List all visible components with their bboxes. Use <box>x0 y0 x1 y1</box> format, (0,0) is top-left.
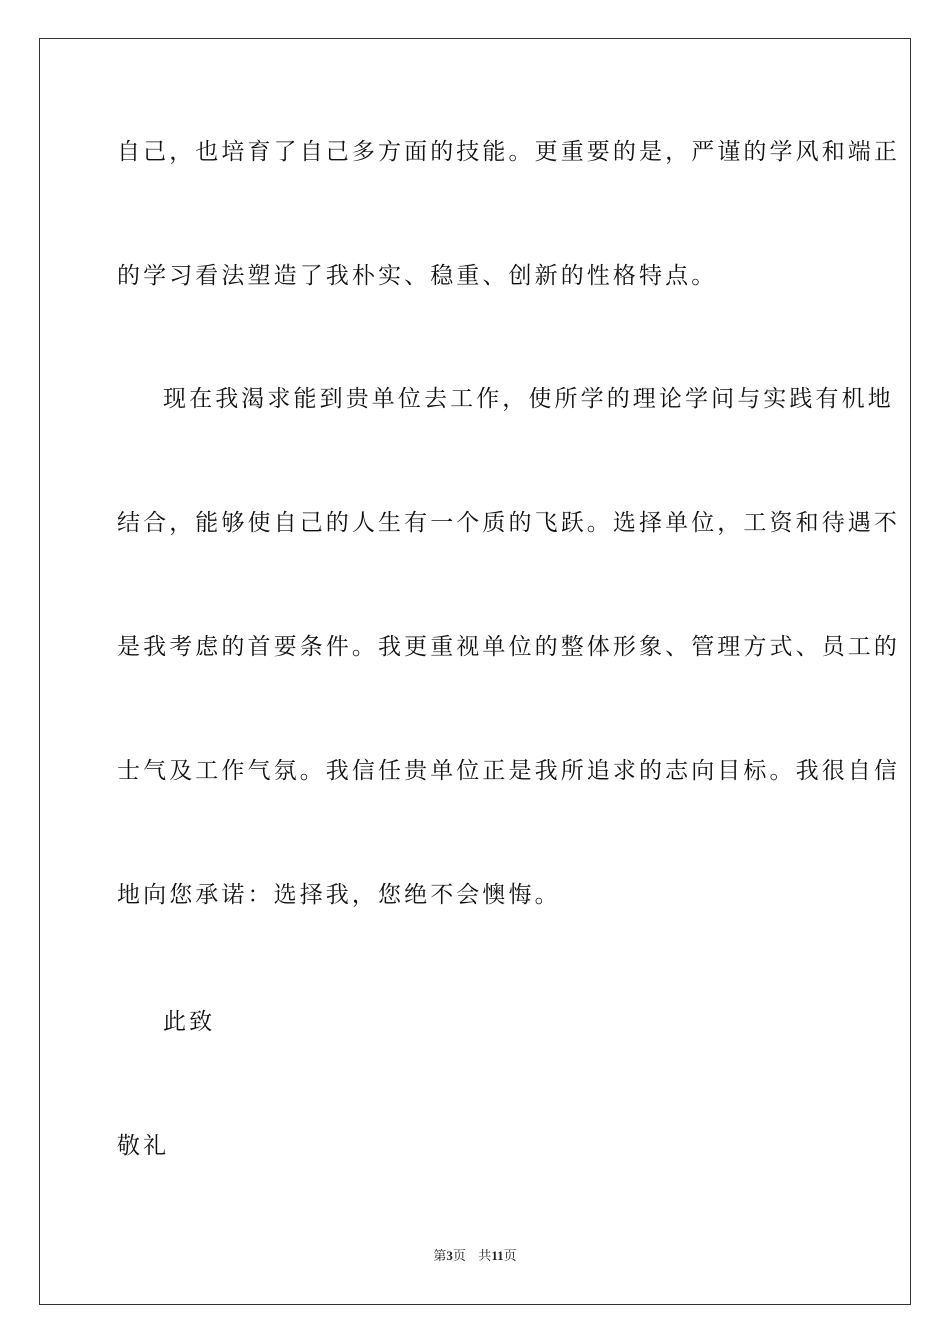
page-footer <box>0 1247 950 1266</box>
body-line-4: 结合，能够使自己的人生有一个质的飞跃。选择单位，工资和待遇不 <box>117 510 900 536</box>
body-line-3: 现在我渴求能到贵单位去工作，使所学的理论学问与实践有机地 <box>163 386 894 412</box>
body-line-1: 自己，也培育了自己多方面的技能。更重要的是，严谨的学风和端正 <box>117 139 900 165</box>
page-number: 3 <box>446 1248 453 1263</box>
total-label-prefix: 共 <box>478 1249 492 1264</box>
page-label-suffix: 页 <box>452 1249 466 1264</box>
body-line-2: 的学习看法塑造了我朴实、稳重、创新的性格特点。 <box>117 263 718 289</box>
page-label-prefix: 第 <box>433 1249 447 1264</box>
body-line-5: 是我考虑的首要条件。我更重视单位的整体形象、管理方式、员工的 <box>117 634 900 660</box>
body-line-6: 士气及工作气氛。我信任贵单位正是我所追求的志向目标。我很自信 <box>117 758 900 784</box>
total-label-suffix: 页 <box>503 1249 517 1264</box>
closing-phrase: 此致 <box>163 1009 216 1035</box>
total-pages: 11 <box>491 1248 504 1263</box>
body-line-7: 地向您承诺：选择我，您绝不会懊悔。 <box>117 882 561 908</box>
salutation: 敬礼 <box>117 1133 170 1159</box>
page-border <box>39 38 911 1305</box>
